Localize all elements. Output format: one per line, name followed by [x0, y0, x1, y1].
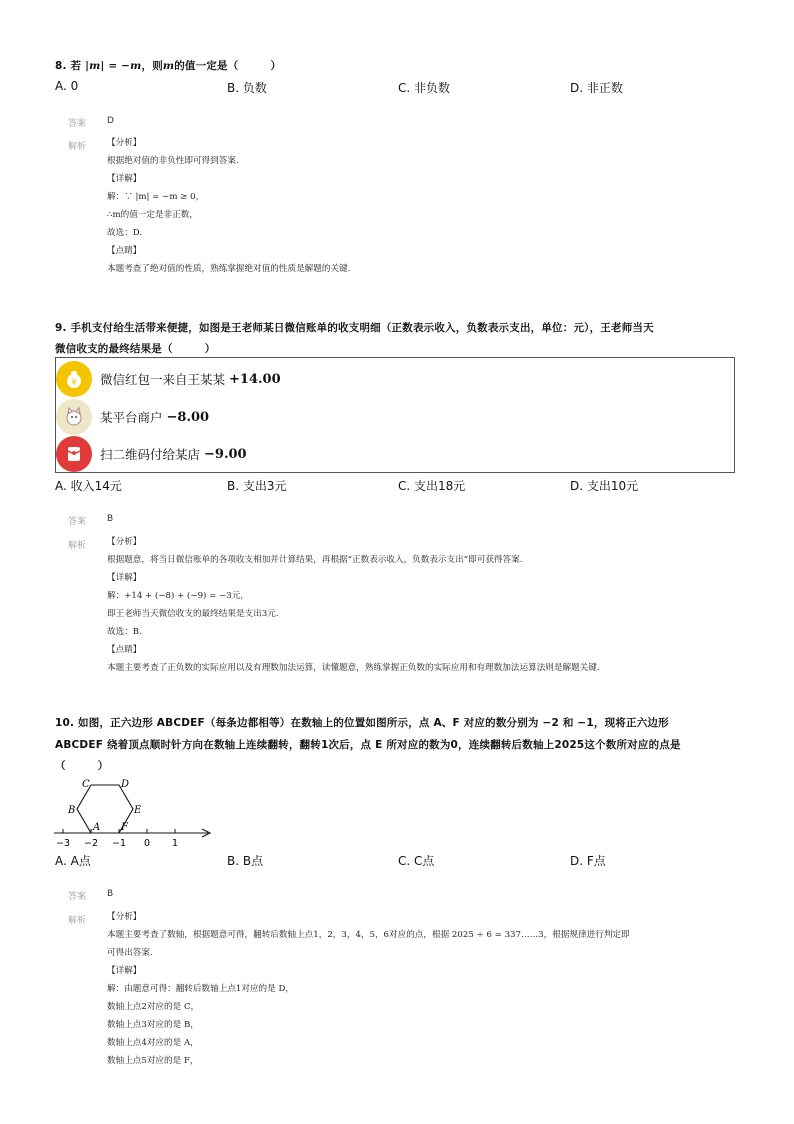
q8-answer-label: 答案 [68, 119, 87, 129]
tick-label: −1 [111, 838, 127, 849]
tick-label: −3 [55, 838, 71, 849]
q10-analysis: 【分析】 本题主要考查了数轴，根据题意可得，翻转后数轴上点1，2，3，4，5，6对应的点，根据 2025 ÷ 6 = 337……3，根据规律进行判定即 可得出答案. 【详解】 解：由题意可得：翻转后数轴上点1对应的是 D， 数轴上点2对应的是 C， 数轴上点3对应的是 B， 数轴上点4对应的是 A， 数轴上点5对应的是 F， [107, 912, 630, 1066]
q9-answer-label: 答案 [68, 517, 87, 527]
q9-analysis: 【分析】 根据题意，将当日微信账单的各项收支相加并计算结果，再根据“正数表示收入，负数表示支出”即可获得答案. 【详解】 解：+14 + (−8) + (−9) = −3元， 即王老师当天微信收支的最终结果是支出3元. 故选：B. 【点睛】 本题主要考查了正负数的实际应用以及有理数加法运算，读懂题意，熟练掌握正负数的实际应用和有理数加法运算法则是解题关键. [107, 537, 600, 673]
vertex-label-a: A [93, 822, 101, 833]
q9-analysis-label: 解析 [68, 541, 87, 551]
q9-option-d[interactable]: D. 支出10元 [570, 479, 639, 493]
q8-analysis: 【分析】 根据绝对值的非负性即可得到答案. 【详解】 解：∵ |m| = −m ≥ 0， ∴m的值一定是非正数， 故选：D. 【点睛】 本题考查了绝对值的性质，熟练掌握绝对值的性质是解题的关键. [107, 138, 351, 274]
vertex-label-f: F [121, 822, 128, 833]
q10-option-b[interactable]: B. B点 [227, 854, 264, 868]
bill-row: 扫二维码付给某店 −9.00 [56, 435, 247, 473]
cat-avatar-icon [56, 399, 92, 435]
q8-option-c[interactable]: C. 非负数 [398, 81, 451, 95]
question-10-stem-line3: （ ） [55, 760, 109, 772]
question-8-stem: 8. 若 |m| = −m，则m的值一定是（ ） [55, 60, 282, 72]
q10-answer: B [107, 889, 114, 899]
tick-label: 0 [143, 838, 151, 849]
money-bag-icon [56, 361, 92, 397]
tick-label: 1 [171, 838, 179, 849]
red-packet-icon [56, 436, 92, 472]
vertex-label-b: B [68, 805, 76, 816]
q10-option-a[interactable]: A. A点 [55, 854, 91, 868]
q9-option-a[interactable]: A. 收入14元 [55, 479, 122, 493]
q8-option-d[interactable]: D. 非正数 [570, 81, 623, 95]
bill-row: 某平台商户 −8.00 [56, 398, 209, 436]
q9-answer: B [107, 514, 114, 524]
q8-option-b[interactable]: B. 负数 [227, 81, 267, 95]
question-10-stem-line2: ABCDEF 绕着顶点顺时针方向在数轴上连续翻转，翻转1次后，点 E 所对应的数为0，连续翻转后数轴上2025这个数所对应的点是 [55, 739, 681, 751]
q9-option-b[interactable]: B. 支出3元 [227, 479, 287, 493]
svg-text:¥: ¥ [71, 378, 77, 388]
vertex-label-e: E [134, 805, 142, 816]
q9-option-c[interactable]: C. 支出18元 [398, 479, 466, 493]
tick-label: −2 [83, 838, 99, 849]
hexagon-number-line-figure [50, 774, 215, 850]
vertex-label-c: C [82, 779, 90, 790]
q10-option-d[interactable]: D. F点 [570, 854, 606, 868]
wechat-bill [55, 357, 735, 473]
question-9-stem-line1: 9. 手机支付给生活带来便捷，如图是王老师某日微信账单的收支明细（正数表示收入，负数表示支出，单位：元），王老师当天 [55, 322, 654, 334]
q10-option-c[interactable]: C. C点 [398, 854, 435, 868]
question-9-stem-line2: 微信收支的最终结果是（ ） [55, 343, 216, 355]
q10-analysis-label: 解析 [68, 916, 87, 926]
bill-row: ¥ 微信红包一来自王某某 +14.00 [56, 360, 281, 398]
q10-answer-label: 答案 [68, 892, 87, 902]
q8-answer: D [107, 116, 114, 126]
vertex-label-d: D [121, 779, 130, 790]
question-10-stem-line1: 10. 如图，正六边形 ABCDEF（每条边都相等）在数轴上的位置如图所示，点 A、F 对应的数分别为 −2 和 −1，现将正六边形 [55, 717, 669, 729]
q8-analysis-label: 解析 [68, 142, 87, 152]
q8-option-a[interactable]: A. 0 [55, 79, 79, 93]
